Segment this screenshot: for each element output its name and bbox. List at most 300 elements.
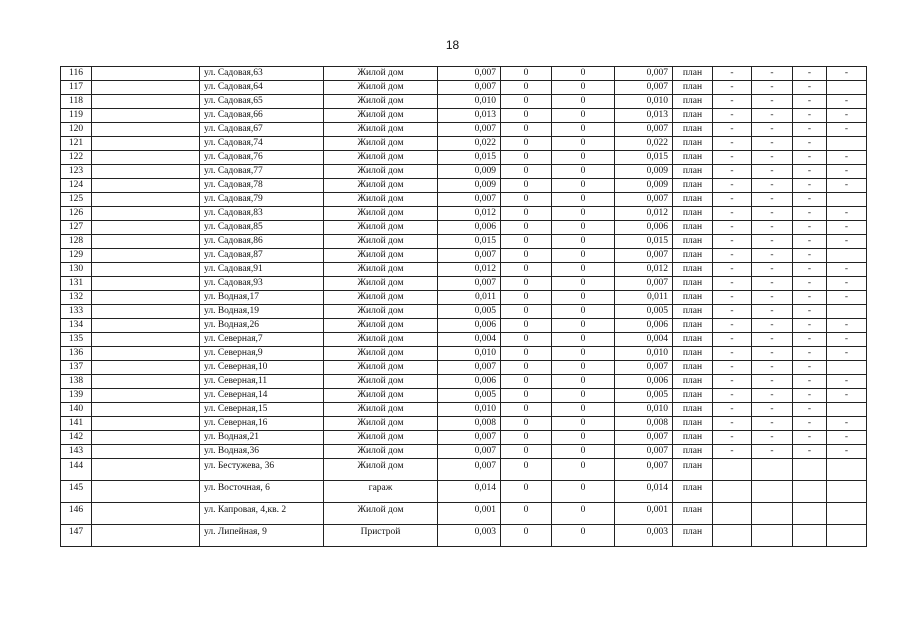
row-number-cell: 129 xyxy=(61,249,92,263)
mark-4-cell: - xyxy=(827,347,867,361)
value-c-cell: 0 xyxy=(552,503,615,525)
mark-1-cell: - xyxy=(713,277,752,291)
status-cell: план xyxy=(673,431,713,445)
row-number-cell: 120 xyxy=(61,123,92,137)
building-type-cell: Жилой дом xyxy=(324,207,438,221)
mark-2-cell: - xyxy=(752,151,793,165)
mark-4-cell xyxy=(827,249,867,263)
mark-2-cell: - xyxy=(752,81,793,95)
row-number-cell: 145 xyxy=(61,481,92,503)
building-type-cell: Жилой дом xyxy=(324,123,438,137)
mark-1-cell xyxy=(713,481,752,503)
value-d-cell: 0,013 xyxy=(615,109,673,123)
value-a-cell: 0,007 xyxy=(438,277,501,291)
blank-cell-cell xyxy=(92,277,200,291)
value-d-cell: 0,003 xyxy=(615,525,673,547)
address-cell: ул. Бестужева, 36 xyxy=(200,459,324,481)
value-c-cell: 0 xyxy=(552,67,615,81)
mark-3-cell: - xyxy=(793,417,827,431)
status-cell: план xyxy=(673,95,713,109)
mark-2-cell: - xyxy=(752,123,793,137)
mark-2-cell xyxy=(752,459,793,481)
mark-2-cell: - xyxy=(752,403,793,417)
mark-3-cell: - xyxy=(793,403,827,417)
building-type-cell: Жилой дом xyxy=(324,417,438,431)
table-row xyxy=(61,207,867,221)
row-number-cell: 122 xyxy=(61,151,92,165)
value-d-cell: 0,015 xyxy=(615,235,673,249)
blank-cell-cell xyxy=(92,417,200,431)
blank-cell-cell xyxy=(92,403,200,417)
mark-2-cell: - xyxy=(752,375,793,389)
mark-2-cell xyxy=(752,525,793,547)
mark-3-cell: - xyxy=(793,319,827,333)
mark-2-cell: - xyxy=(752,249,793,263)
value-b-cell: 0 xyxy=(501,109,552,123)
value-a-cell: 0,013 xyxy=(438,109,501,123)
mark-3-cell: - xyxy=(793,375,827,389)
row-number-cell: 133 xyxy=(61,305,92,319)
mark-4-cell: - xyxy=(827,67,867,81)
row-number-cell: 147 xyxy=(61,525,92,547)
value-d-cell: 0,014 xyxy=(615,481,673,503)
value-d-cell: 0,009 xyxy=(615,179,673,193)
value-d-cell: 0,007 xyxy=(615,277,673,291)
value-c-cell: 0 xyxy=(552,207,615,221)
mark-4-cell xyxy=(827,459,867,481)
mark-2-cell: - xyxy=(752,291,793,305)
value-d-cell: 0,006 xyxy=(615,319,673,333)
mark-2-cell: - xyxy=(752,221,793,235)
row-number-cell: 139 xyxy=(61,389,92,403)
value-a-cell: 0,015 xyxy=(438,235,501,249)
status-cell: план xyxy=(673,347,713,361)
value-a-cell: 0,007 xyxy=(438,445,501,459)
status-cell: план xyxy=(673,291,713,305)
mark-3-cell: - xyxy=(793,81,827,95)
row-number-cell: 131 xyxy=(61,277,92,291)
mark-4-cell: - xyxy=(827,375,867,389)
value-a-cell: 0,001 xyxy=(438,503,501,525)
row-number-cell: 146 xyxy=(61,503,92,525)
mark-4-cell xyxy=(827,525,867,547)
blank-cell-cell xyxy=(92,193,200,207)
value-d-cell: 0,007 xyxy=(615,431,673,445)
blank-cell-cell xyxy=(92,123,200,137)
address-cell: ул. Водная,36 xyxy=(200,445,324,459)
address-cell: ул. Садовая,64 xyxy=(200,81,324,95)
blank-cell-cell xyxy=(92,109,200,123)
row-number-cell: 118 xyxy=(61,95,92,109)
mark-3-cell xyxy=(793,525,827,547)
value-b-cell: 0 xyxy=(501,333,552,347)
blank-cell-cell xyxy=(92,235,200,249)
status-cell: план xyxy=(673,109,713,123)
address-cell: ул. Садовая,66 xyxy=(200,109,324,123)
status-cell: план xyxy=(673,361,713,375)
value-c-cell: 0 xyxy=(552,137,615,151)
table-row xyxy=(61,235,867,249)
table-row xyxy=(61,361,867,375)
address-cell: ул. Северная,9 xyxy=(200,347,324,361)
value-d-cell: 0,007 xyxy=(615,459,673,481)
table-row xyxy=(61,137,867,151)
value-c-cell: 0 xyxy=(552,165,615,179)
mark-2-cell: - xyxy=(752,417,793,431)
mark-2-cell: - xyxy=(752,137,793,151)
value-c-cell: 0 xyxy=(552,249,615,263)
table-row xyxy=(61,525,867,547)
value-d-cell: 0,012 xyxy=(615,263,673,277)
status-cell: план xyxy=(673,151,713,165)
value-c-cell: 0 xyxy=(552,95,615,109)
value-a-cell: 0,007 xyxy=(438,123,501,137)
status-cell: план xyxy=(673,525,713,547)
value-d-cell: 0,005 xyxy=(615,305,673,319)
value-b-cell: 0 xyxy=(501,347,552,361)
status-cell: план xyxy=(673,67,713,81)
mark-2-cell: - xyxy=(752,165,793,179)
value-b-cell: 0 xyxy=(501,445,552,459)
blank-cell-cell xyxy=(92,249,200,263)
address-cell: ул. Садовая,91 xyxy=(200,263,324,277)
value-d-cell: 0,015 xyxy=(615,151,673,165)
building-type-cell: Жилой дом xyxy=(324,431,438,445)
value-a-cell: 0,015 xyxy=(438,151,501,165)
building-type-cell: Жилой дом xyxy=(324,137,438,151)
value-c-cell: 0 xyxy=(552,291,615,305)
mark-3-cell: - xyxy=(793,137,827,151)
blank-cell-cell xyxy=(92,333,200,347)
mark-2-cell: - xyxy=(752,67,793,81)
mark-1-cell: - xyxy=(713,137,752,151)
value-a-cell: 0,007 xyxy=(438,361,501,375)
table-row xyxy=(61,417,867,431)
value-d-cell: 0,007 xyxy=(615,67,673,81)
data-table xyxy=(60,66,867,547)
building-type-cell: Жилой дом xyxy=(324,179,438,193)
value-b-cell: 0 xyxy=(501,165,552,179)
value-c-cell: 0 xyxy=(552,525,615,547)
address-cell: ул. Садовая,67 xyxy=(200,123,324,137)
mark-1-cell: - xyxy=(713,249,752,263)
status-cell: план xyxy=(673,389,713,403)
mark-4-cell: - xyxy=(827,319,867,333)
value-b-cell: 0 xyxy=(501,277,552,291)
blank-cell-cell xyxy=(92,503,200,525)
mark-3-cell: - xyxy=(793,431,827,445)
mark-2-cell: - xyxy=(752,235,793,249)
table-row xyxy=(61,503,867,525)
address-cell: ул. Садовая,85 xyxy=(200,221,324,235)
value-c-cell: 0 xyxy=(552,389,615,403)
mark-4-cell: - xyxy=(827,235,867,249)
table-row xyxy=(61,319,867,333)
status-cell: план xyxy=(673,263,713,277)
blank-cell-cell xyxy=(92,151,200,165)
address-cell: ул. Водная,21 xyxy=(200,431,324,445)
value-b-cell: 0 xyxy=(501,67,552,81)
mark-3-cell: - xyxy=(793,151,827,165)
row-number-cell: 138 xyxy=(61,375,92,389)
table-row xyxy=(61,333,867,347)
table-row xyxy=(61,291,867,305)
status-cell: план xyxy=(673,403,713,417)
mark-2-cell: - xyxy=(752,431,793,445)
blank-cell-cell xyxy=(92,305,200,319)
mark-2-cell xyxy=(752,503,793,525)
value-c-cell: 0 xyxy=(552,319,615,333)
value-b-cell: 0 xyxy=(501,389,552,403)
value-d-cell: 0,007 xyxy=(615,249,673,263)
blank-cell-cell xyxy=(92,221,200,235)
value-c-cell: 0 xyxy=(552,459,615,481)
row-number-cell: 135 xyxy=(61,333,92,347)
value-c-cell: 0 xyxy=(552,193,615,207)
row-number-cell: 143 xyxy=(61,445,92,459)
mark-2-cell: - xyxy=(752,193,793,207)
table-row xyxy=(61,481,867,503)
value-a-cell: 0,007 xyxy=(438,249,501,263)
value-b-cell: 0 xyxy=(501,263,552,277)
value-a-cell: 0,006 xyxy=(438,375,501,389)
value-d-cell: 0,001 xyxy=(615,503,673,525)
mark-4-cell: - xyxy=(827,291,867,305)
table-row xyxy=(61,249,867,263)
value-b-cell: 0 xyxy=(501,193,552,207)
mark-4-cell xyxy=(827,137,867,151)
mark-3-cell: - xyxy=(793,361,827,375)
mark-3-cell: - xyxy=(793,445,827,459)
status-cell: план xyxy=(673,277,713,291)
mark-1-cell: - xyxy=(713,361,752,375)
table-row xyxy=(61,165,867,179)
address-cell: ул. Садовая,79 xyxy=(200,193,324,207)
value-b-cell: 0 xyxy=(501,459,552,481)
value-b-cell: 0 xyxy=(501,319,552,333)
building-type-cell: Жилой дом xyxy=(324,263,438,277)
building-type-cell: Жилой дом xyxy=(324,389,438,403)
value-a-cell: 0,009 xyxy=(438,179,501,193)
status-cell: план xyxy=(673,319,713,333)
building-type-cell: Жилой дом xyxy=(324,277,438,291)
value-a-cell: 0,007 xyxy=(438,67,501,81)
value-c-cell: 0 xyxy=(552,179,615,193)
mark-3-cell: - xyxy=(793,123,827,137)
mark-3-cell: - xyxy=(793,235,827,249)
value-a-cell: 0,006 xyxy=(438,319,501,333)
address-cell: ул. Северная,14 xyxy=(200,389,324,403)
value-d-cell: 0,005 xyxy=(615,389,673,403)
row-number-cell: 127 xyxy=(61,221,92,235)
address-cell: ул. Северная,15 xyxy=(200,403,324,417)
value-b-cell: 0 xyxy=(501,95,552,109)
mark-4-cell xyxy=(827,193,867,207)
blank-cell-cell xyxy=(92,481,200,503)
blank-cell-cell xyxy=(92,165,200,179)
value-b-cell: 0 xyxy=(501,179,552,193)
table-row xyxy=(61,277,867,291)
mark-3-cell: - xyxy=(793,109,827,123)
value-c-cell: 0 xyxy=(552,481,615,503)
blank-cell-cell xyxy=(92,445,200,459)
blank-cell-cell xyxy=(92,361,200,375)
mark-3-cell: - xyxy=(793,221,827,235)
value-d-cell: 0,010 xyxy=(615,403,673,417)
value-b-cell: 0 xyxy=(501,207,552,221)
building-type-cell: Жилой дом xyxy=(324,67,438,81)
row-number-cell: 136 xyxy=(61,347,92,361)
building-type-cell: гараж xyxy=(324,481,438,503)
mark-4-cell: - xyxy=(827,221,867,235)
status-cell: план xyxy=(673,459,713,481)
mark-2-cell: - xyxy=(752,95,793,109)
table-row xyxy=(61,193,867,207)
address-cell: ул. Северная,7 xyxy=(200,333,324,347)
value-a-cell: 0,009 xyxy=(438,165,501,179)
blank-cell-cell xyxy=(92,347,200,361)
table-row xyxy=(61,459,867,481)
table-row xyxy=(61,445,867,459)
blank-cell-cell xyxy=(92,389,200,403)
value-a-cell: 0,005 xyxy=(438,389,501,403)
mark-1-cell: - xyxy=(713,347,752,361)
value-b-cell: 0 xyxy=(501,375,552,389)
value-d-cell: 0,010 xyxy=(615,95,673,109)
mark-4-cell: - xyxy=(827,207,867,221)
building-type-cell: Жилой дом xyxy=(324,333,438,347)
value-c-cell: 0 xyxy=(552,347,615,361)
mark-4-cell: - xyxy=(827,151,867,165)
mark-4-cell xyxy=(827,481,867,503)
address-cell: ул. Северная,11 xyxy=(200,375,324,389)
value-d-cell: 0,009 xyxy=(615,165,673,179)
mark-1-cell: - xyxy=(713,165,752,179)
building-type-cell: Жилой дом xyxy=(324,361,438,375)
row-number-cell: 137 xyxy=(61,361,92,375)
value-b-cell: 0 xyxy=(501,249,552,263)
mark-1-cell: - xyxy=(713,109,752,123)
row-number-cell: 128 xyxy=(61,235,92,249)
mark-4-cell xyxy=(827,403,867,417)
mark-1-cell: - xyxy=(713,235,752,249)
address-cell: ул. Капровая, 4,кв. 2 xyxy=(200,503,324,525)
building-type-cell: Жилой дом xyxy=(324,375,438,389)
value-a-cell: 0,007 xyxy=(438,459,501,481)
value-d-cell: 0,006 xyxy=(615,221,673,235)
address-cell: ул. Липейная, 9 xyxy=(200,525,324,547)
blank-cell-cell xyxy=(92,95,200,109)
status-cell: план xyxy=(673,375,713,389)
mark-4-cell: - xyxy=(827,277,867,291)
value-d-cell: 0,007 xyxy=(615,445,673,459)
mark-2-cell: - xyxy=(752,207,793,221)
table-row xyxy=(61,431,867,445)
status-cell: план xyxy=(673,235,713,249)
table-row xyxy=(61,305,867,319)
building-type-cell: Жилой дом xyxy=(324,109,438,123)
blank-cell-cell xyxy=(92,137,200,151)
value-a-cell: 0,010 xyxy=(438,347,501,361)
status-cell: план xyxy=(673,221,713,235)
value-b-cell: 0 xyxy=(501,361,552,375)
table-row xyxy=(61,123,867,137)
mark-2-cell: - xyxy=(752,263,793,277)
address-cell: ул. Восточная, 6 xyxy=(200,481,324,503)
mark-1-cell: - xyxy=(713,263,752,277)
value-b-cell: 0 xyxy=(501,403,552,417)
table-row xyxy=(61,389,867,403)
address-cell: ул. Водная,17 xyxy=(200,291,324,305)
mark-1-cell: - xyxy=(713,431,752,445)
mark-1-cell: - xyxy=(713,123,752,137)
building-type-cell: Жилой дом xyxy=(324,95,438,109)
address-cell: ул. Садовая,65 xyxy=(200,95,324,109)
mark-3-cell: - xyxy=(793,193,827,207)
value-b-cell: 0 xyxy=(501,525,552,547)
status-cell: план xyxy=(673,481,713,503)
value-a-cell: 0,012 xyxy=(438,207,501,221)
mark-2-cell: - xyxy=(752,361,793,375)
value-c-cell: 0 xyxy=(552,263,615,277)
row-number-cell: 132 xyxy=(61,291,92,305)
status-cell: план xyxy=(673,417,713,431)
row-number-cell: 142 xyxy=(61,431,92,445)
mark-1-cell: - xyxy=(713,389,752,403)
value-d-cell: 0,007 xyxy=(615,123,673,137)
blank-cell-cell xyxy=(92,263,200,277)
value-b-cell: 0 xyxy=(501,221,552,235)
address-cell: ул. Садовая,78 xyxy=(200,179,324,193)
mark-1-cell: - xyxy=(713,445,752,459)
mark-4-cell: - xyxy=(827,389,867,403)
value-a-cell: 0,005 xyxy=(438,305,501,319)
mark-1-cell: - xyxy=(713,207,752,221)
value-d-cell: 0,008 xyxy=(615,417,673,431)
value-c-cell: 0 xyxy=(552,123,615,137)
address-cell: ул. Садовая,86 xyxy=(200,235,324,249)
address-cell: ул. Садовая,83 xyxy=(200,207,324,221)
mark-2-cell xyxy=(752,481,793,503)
value-c-cell: 0 xyxy=(552,221,615,235)
row-number-cell: 123 xyxy=(61,165,92,179)
mark-3-cell: - xyxy=(793,95,827,109)
status-cell: план xyxy=(673,123,713,137)
blank-cell-cell xyxy=(92,207,200,221)
row-number-cell: 144 xyxy=(61,459,92,481)
row-number-cell: 124 xyxy=(61,179,92,193)
mark-1-cell: - xyxy=(713,151,752,165)
status-cell: план xyxy=(673,445,713,459)
mark-2-cell: - xyxy=(752,319,793,333)
mark-3-cell xyxy=(793,459,827,481)
value-c-cell: 0 xyxy=(552,235,615,249)
mark-4-cell: - xyxy=(827,109,867,123)
mark-1-cell: - xyxy=(713,67,752,81)
value-c-cell: 0 xyxy=(552,445,615,459)
value-c-cell: 0 xyxy=(552,375,615,389)
address-cell: ул. Северная,16 xyxy=(200,417,324,431)
address-cell: ул. Северная,10 xyxy=(200,361,324,375)
address-cell: ул. Водная,26 xyxy=(200,319,324,333)
table-row xyxy=(61,221,867,235)
building-type-cell: Жилой дом xyxy=(324,503,438,525)
value-d-cell: 0,010 xyxy=(615,347,673,361)
building-type-cell: Жилой дом xyxy=(324,403,438,417)
status-cell: план xyxy=(673,305,713,319)
mark-2-cell: - xyxy=(752,333,793,347)
mark-1-cell xyxy=(713,459,752,481)
